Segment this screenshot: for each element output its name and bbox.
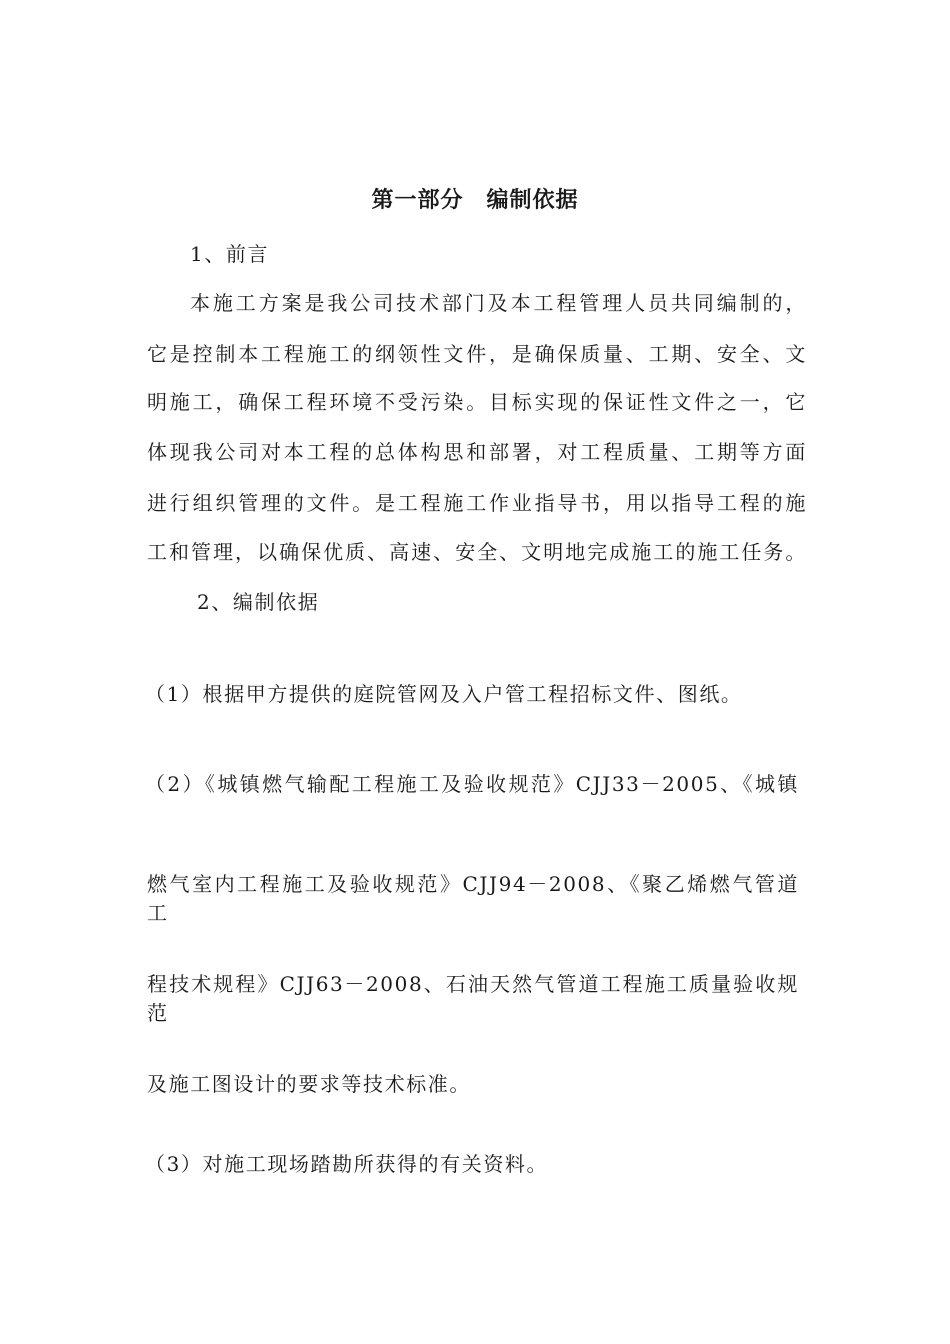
basis-item-2-line: 及施工图设计的要求等技术标准。	[147, 1072, 471, 1096]
basis-item-2-line: 程技术规程》CJJ63－2008、石油天然气管道工程施工质量验收规范	[147, 972, 799, 1025]
basis-heading: 2、编制依据	[197, 590, 320, 614]
preface-line: 体现我公司对本工程的总体构思和部署，对工程质量、工期等方面	[147, 440, 807, 464]
preface-line: 明施工，确保工程环境不受污染。目标实现的保证性文件之一，它	[147, 390, 807, 414]
preface-heading: 1、前言	[190, 242, 270, 266]
basis-item-3: （3）对施工现场踏勘所获得的有关资料。	[145, 1152, 549, 1176]
preface-line: 本施工方案是我公司技术部门及本工程管理人员共同编制的，	[190, 291, 807, 315]
preface-line: 工和管理，以确保优质、高速、安全、文明地完成施工的施工任务。	[147, 540, 807, 564]
page-title: 第一部分 编制依据	[371, 187, 579, 213]
basis-item-2-line: （2）《城镇燃气输配工程施工及验收规范》CJJ33－2005、《城镇	[145, 772, 799, 796]
preface-line: 进行组织管理的文件。是工程施工作业指导书，用以指导工程的施	[147, 491, 807, 515]
basis-item-2-line: 燃气室内工程施工及验收规范》CJJ94－2008、《聚乙烯燃气管道工	[147, 872, 799, 925]
preface-line: 它是控制本工程施工的纲领性文件，是确保质量、工期、安全、文	[147, 342, 807, 366]
basis-item-1: （1）根据甲方提供的庭院管网及入户管工程招标文件、图纸。	[145, 682, 743, 706]
